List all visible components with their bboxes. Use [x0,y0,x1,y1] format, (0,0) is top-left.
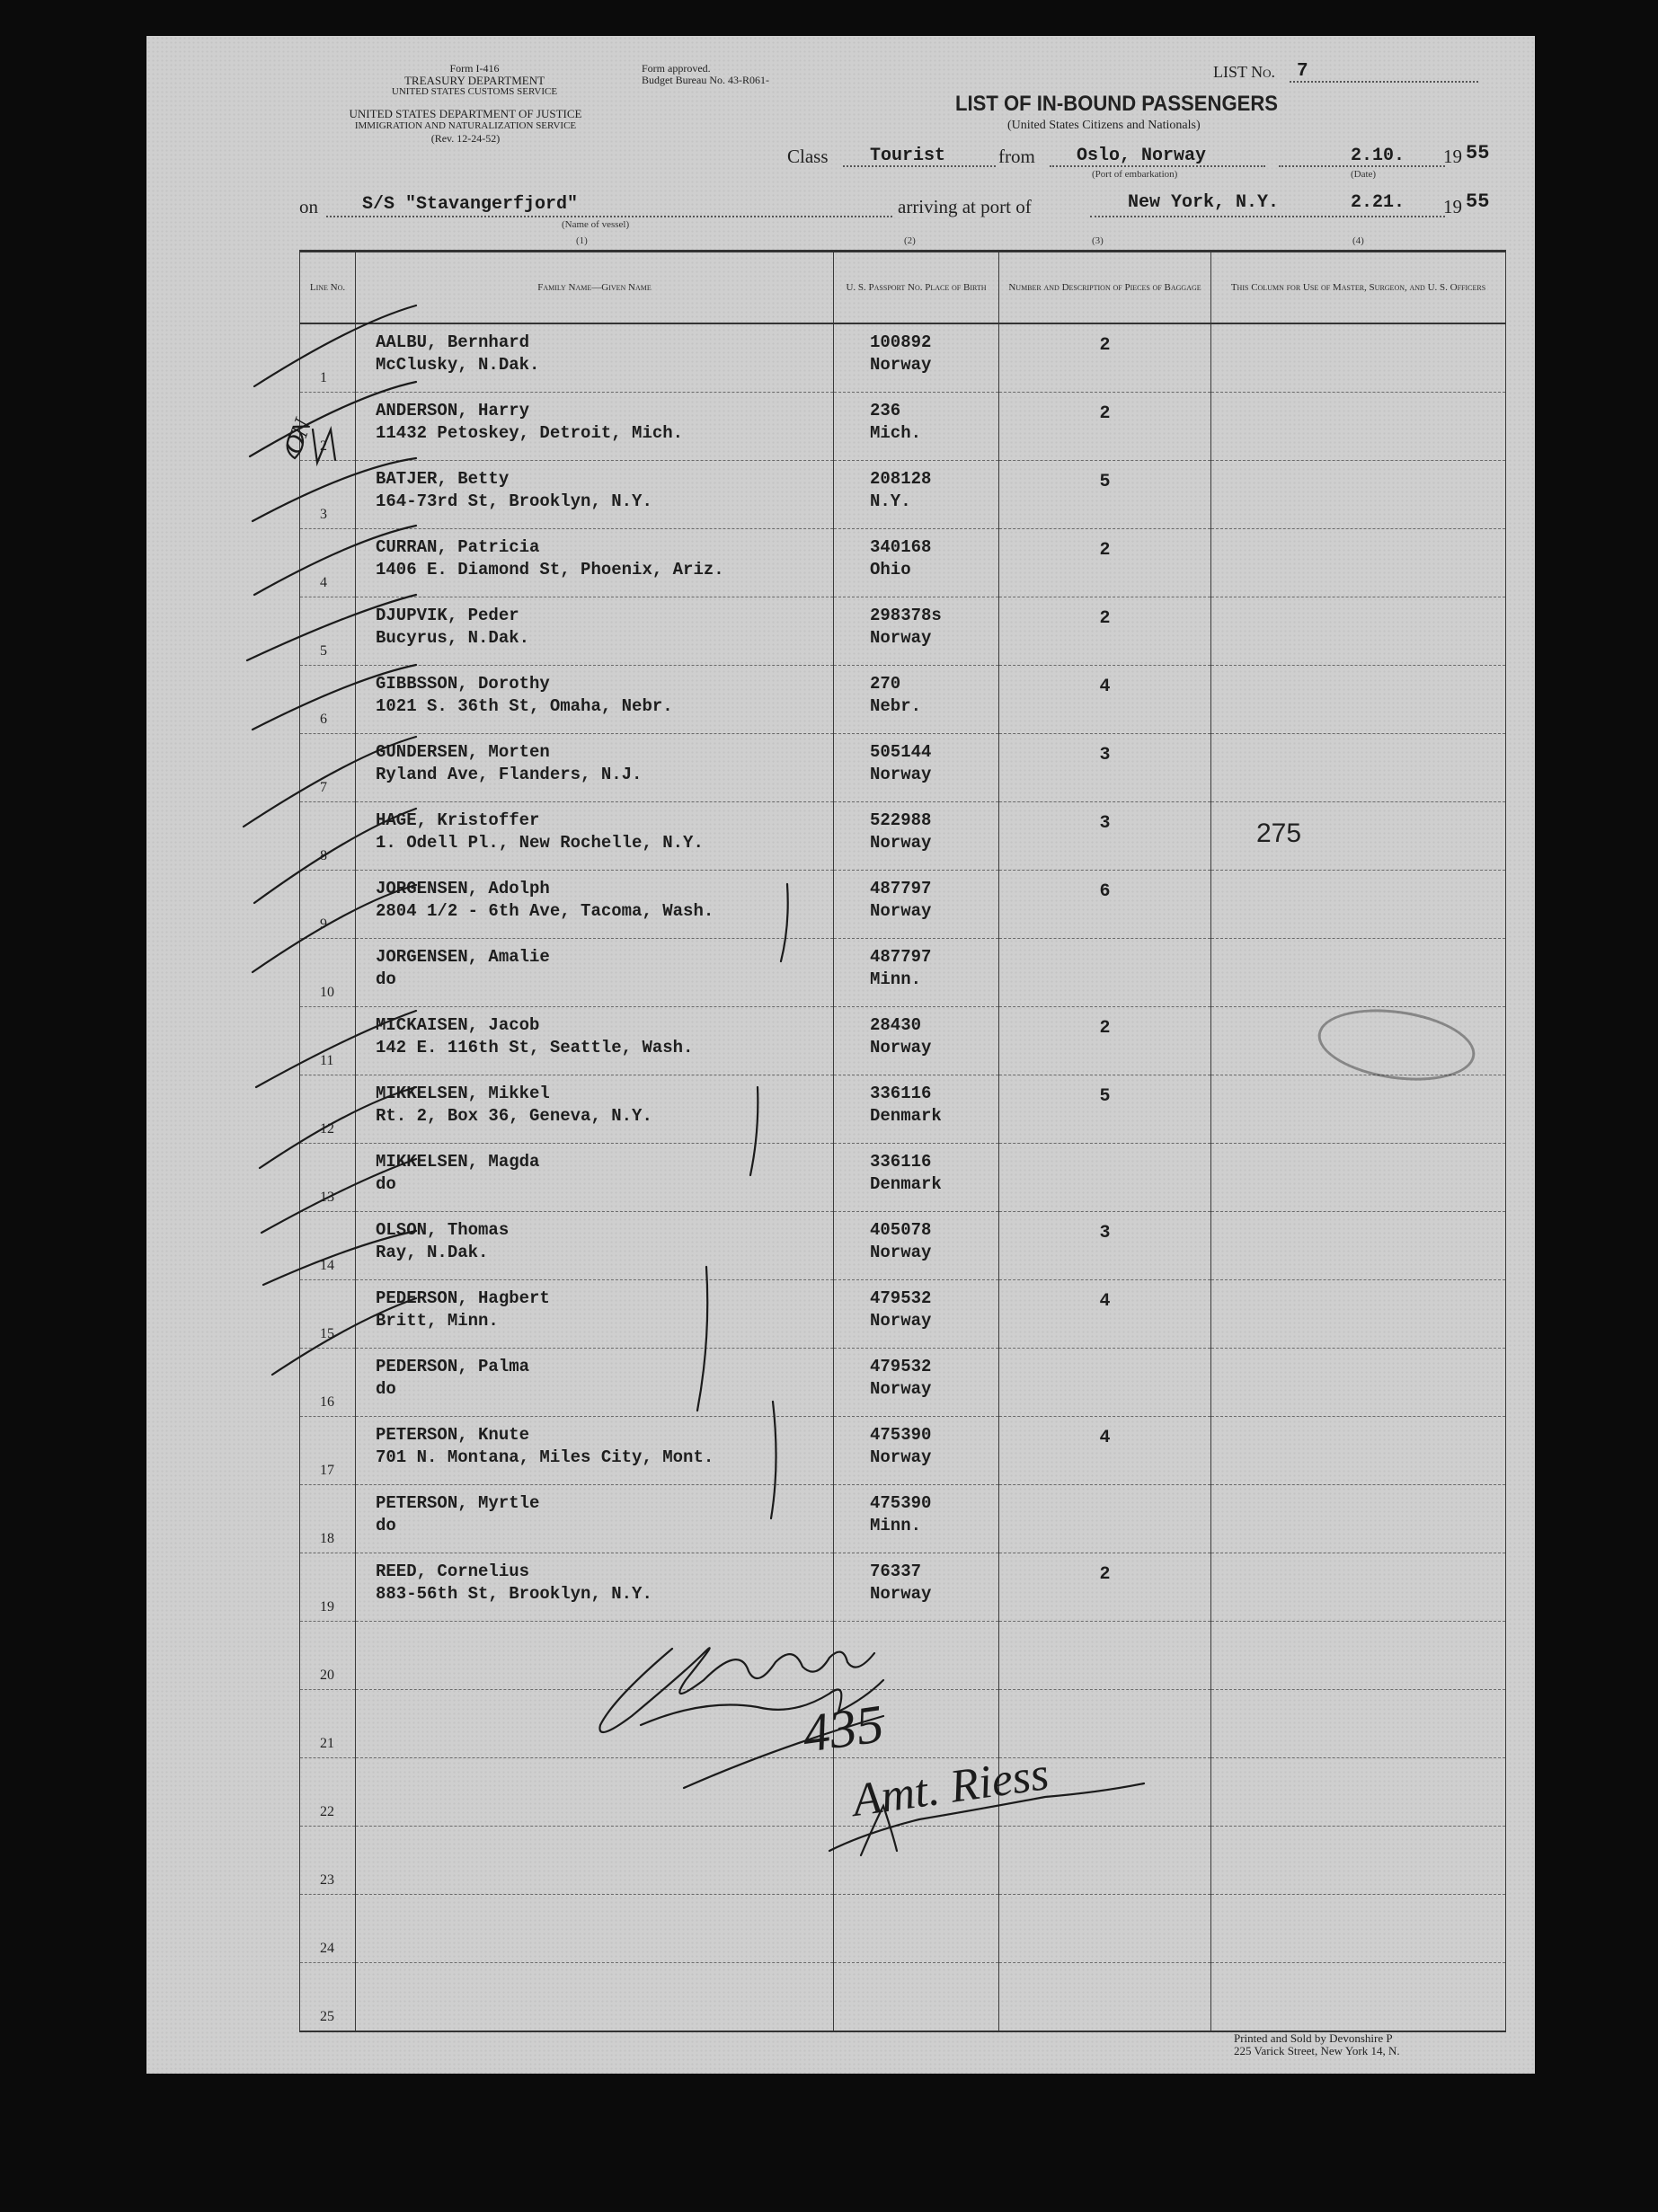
year-prefix-2: 19 [1443,196,1462,217]
form-number: Form I-416 [449,62,500,75]
passenger-name: REED, Cornelius [376,1562,530,1581]
passport-number: 475390 [870,1493,932,1513]
treasury-dept: TREASURY DEPARTMENT [403,74,545,87]
budget-bureau: Budget Bureau No. 43-R061- [642,74,769,86]
birth-place: Mich. [870,423,922,443]
handwritten-count: 435 [798,1694,888,1764]
passenger-address: Britt, Minn. [376,1311,499,1331]
check-mark [263,1231,416,1285]
passport-number: 208128 [870,469,932,489]
baggage-count: 4 [1099,1291,1111,1312]
form-revision: (Rev. 12-24-52) [430,132,501,145]
baggage-count: 4 [1099,677,1111,697]
line-number: 3 [320,507,327,522]
passenger-name: GIBBSSON, Dorothy [376,674,550,694]
document-subtitle: (United States Citizens and Nationals) [1007,119,1201,132]
line-number: 15 [320,1326,334,1341]
line-number: 22 [320,1804,334,1819]
baggage-count: 2 [1099,1018,1111,1039]
passenger-name: PEDERSON, Palma [376,1357,530,1376]
passenger-name: MIKKELSEN, Mikkel [376,1084,550,1103]
passenger-address: Rt. 2, Box 36, Geneva, N.Y. [376,1106,652,1126]
passenger-address: 142 E. 116th St, Seattle, Wash. [376,1038,694,1057]
passenger-name: MICKAISEN, Jacob [376,1015,540,1035]
passenger-name: JORGENSEN, Adolph [376,879,550,898]
line-number: 20 [320,1668,334,1683]
passenger-address: 11432 Petoskey, Detroit, Mich. [376,423,684,443]
line-number: 25 [320,2009,334,2024]
birth-place: Denmark [870,1106,942,1126]
passenger-name: HAGE, Kristoffer [376,810,540,830]
on-label: on [299,196,318,217]
check-mark [256,1011,416,1087]
passport-number: 336116 [870,1152,932,1172]
birth-place: Norway [870,1379,932,1399]
passenger-address: 2804 1/2 - 6th Ave, Tacoma, Wash. [376,901,714,921]
birth-place: Norway [870,833,932,853]
birth-place: N.Y. [870,491,911,511]
line-number: 4 [320,575,327,590]
baggage-count: 2 [1099,335,1111,356]
passenger-name: PEDERSON, Hagbert [376,1288,550,1308]
line-number: 6 [320,712,327,727]
line-number: 11 [320,1053,334,1068]
birth-place: Ohio [870,560,911,580]
line-number: 9 [320,916,327,932]
passenger-address: do [376,1379,396,1399]
passenger-name: GUNDERSEN, Morten [376,742,550,762]
col-header-officers: This Column for Use of Master, Surgeon, and U. S. Officers [1211,252,1506,324]
passenger-address: 164-73rd St, Brooklyn, N.Y. [376,491,652,511]
passenger-address: do [376,969,396,989]
bracket-line [697,1267,707,1411]
birth-place: Norway [870,1311,932,1331]
line-number: 8 [320,848,327,863]
passport-number: 405078 [870,1220,932,1240]
line-number: 10 [320,985,334,1000]
departure-year: 55 [1466,142,1490,164]
passenger-address: Ryland Ave, Flanders, N.J. [376,765,643,784]
class-value: Tourist [870,146,946,166]
arriving-label: arriving at port of [898,196,1032,217]
passenger-name: PETERSON, Myrtle [376,1493,540,1513]
passport-number: 475390 [870,1425,932,1445]
passenger-name: CURRAN, Patricia [376,537,540,557]
document-title: LIST OF IN-BOUND PASSENGERS [955,92,1279,116]
passenger-name: OLSON, Thomas [376,1220,510,1240]
departure-date: 2.10. [1351,146,1405,166]
passenger-name: AALBU, Bernhard [376,332,530,352]
check-mark [254,526,416,595]
passenger-address: do [376,1174,396,1194]
date-caption: (Date) [1351,169,1377,180]
col-header-baggage: Number and Description of Pieces of Baggage [999,252,1211,324]
birth-place: Minn. [870,1516,922,1535]
printer-line-1: Printed and Sold by Devonshire P [1234,2031,1393,2045]
passport-number: 236 [870,401,901,420]
check-mark [262,1159,416,1233]
passenger-address: Ray, N.Dak. [376,1243,489,1262]
col-num-4: (4) [1352,235,1364,246]
line-number: 16 [320,1394,334,1410]
passport-number: 487797 [870,947,932,967]
line-number: 23 [320,1872,334,1888]
baggage-count: 5 [1099,472,1111,492]
baggage-count: 2 [1099,403,1111,424]
birth-place: Norway [870,1038,932,1057]
passport-number: 100892 [870,332,932,352]
baggage-count: 6 [1099,881,1111,902]
handwriting-overlay [146,36,1535,2074]
class-label: Class [787,146,829,167]
birth-place: Nebr. [870,696,922,716]
vessel-caption: (Name of vessel) [562,219,630,230]
birth-place: Norway [870,765,932,784]
check-mark [253,458,416,521]
passport-number: 28430 [870,1015,922,1035]
bracket-line [781,884,788,961]
line-number: 2 [320,438,327,454]
vessel-name: S/S "Stavangerfjord" [362,194,579,215]
passenger-name: PETERSON, Knute [376,1425,530,1445]
passenger-address: 883-56th St, Brooklyn, N.Y. [376,1584,652,1604]
handwritten-margin-mark: ON [279,415,318,458]
birth-place: Minn. [870,969,922,989]
baggage-count: 3 [1099,745,1111,765]
list-no-label: LIST No. [1213,63,1276,81]
passport-number: 270 [870,674,901,694]
passport-number: 479532 [870,1288,932,1308]
passport-number: 298378s [870,606,942,625]
passport-number: 76337 [870,1562,922,1581]
passenger-list-page [146,36,1535,2074]
list-no-value: 7 [1297,61,1308,82]
from-label: from [998,146,1035,167]
printer-line-2: 225 Varick Street, New York 14, N. [1234,2044,1400,2057]
baggage-count: 5 [1099,1086,1111,1107]
line-number: 13 [320,1190,334,1205]
passenger-address: 1406 E. Diamond St, Phoenix, Ariz. [376,560,724,580]
line-number: 5 [320,643,327,659]
line-number: 17 [320,1463,334,1478]
baggage-count: 3 [1099,1223,1111,1243]
embark-port: Oslo, Norway [1077,146,1207,166]
officer-note: 275 [1256,818,1302,848]
col-num-1: (1) [576,235,588,246]
passport-number: 487797 [870,879,932,898]
customs-service: UNITED STATES CUSTOMS SERVICE [391,86,558,97]
check-mark [247,595,416,660]
ins-service: IMMIGRATION AND NATURALIZATION SERVICE [354,120,577,131]
line-number: 12 [320,1121,334,1137]
arrival-year: 55 [1466,190,1490,213]
birth-place: Norway [870,1447,932,1467]
passenger-address: 1. Odell Pl., New Rochelle, N.Y. [376,833,704,853]
line-number: 14 [320,1258,334,1273]
baggage-count: 2 [1099,1564,1111,1585]
bracket-line [771,1402,776,1518]
col-header-name: Family Name—Given Name [356,252,834,324]
passenger-address: McClusky, N.Dak. [376,355,540,375]
birth-place: Norway [870,355,932,375]
line-number: 1 [320,370,327,385]
passenger-name: DJUPVIK, Peder [376,606,519,625]
baggage-count: 4 [1099,1428,1111,1448]
check-mark [272,1298,416,1375]
passenger-name: BATJER, Betty [376,469,510,489]
line-number: 24 [320,1941,334,1956]
birth-place: Norway [870,901,932,921]
passenger-name: JORGENSEN, Amalie [376,947,550,967]
arrival-date: 2.21. [1351,192,1405,213]
col-header-line: Line No. [300,252,356,324]
passenger-address: 701 N. Montana, Miles City, Mont. [376,1447,714,1467]
check-mark [254,809,416,903]
line-number: 18 [320,1531,334,1546]
embark-caption: (Port of embarkation) [1092,169,1178,180]
line-number: 19 [320,1599,334,1615]
passenger-address: do [376,1516,396,1535]
justice-dept: UNITED STATES DEPARTMENT OF JUSTICE [349,107,582,120]
passenger-name: ANDERSON, Harry [376,401,530,420]
line-number: 7 [320,780,327,795]
bracket-line [750,1087,758,1175]
baggage-count: 3 [1099,813,1111,834]
passenger-address: 1021 S. 36th St, Omaha, Nebr. [376,696,673,716]
passport-number: 505144 [870,742,932,762]
check-mark [254,305,416,386]
passenger-name: MIKKELSEN, Magda [376,1152,540,1172]
check-mark [253,885,416,972]
arrival-port: New York, N.Y. [1128,192,1280,213]
passport-number: 336116 [870,1084,932,1103]
form-approved: Form approved. [642,62,711,75]
passport-number: 340168 [870,537,932,557]
line-number: 21 [320,1736,334,1751]
baggage-count: 2 [1099,608,1111,629]
col-num-3: (3) [1092,235,1104,246]
handwritten-signature: Amt. Riess [849,1748,1052,1827]
baggage-count: 2 [1099,540,1111,561]
birth-place: Norway [870,1243,932,1262]
check-mark [253,665,416,730]
passport-number: 479532 [870,1357,932,1376]
birth-place: Norway [870,1584,932,1604]
col-header-passport: U. S. Passport No. Place of Birth [834,252,999,324]
passenger-address: Bucyrus, N.Dak. [376,628,530,648]
birth-place: Denmark [870,1174,942,1194]
year-prefix-1: 19 [1443,146,1462,167]
col-num-2: (2) [904,235,916,246]
passport-number: 522988 [870,810,932,830]
birth-place: Norway [870,628,932,648]
check-mark [260,1087,416,1168]
check-mark [244,737,416,827]
